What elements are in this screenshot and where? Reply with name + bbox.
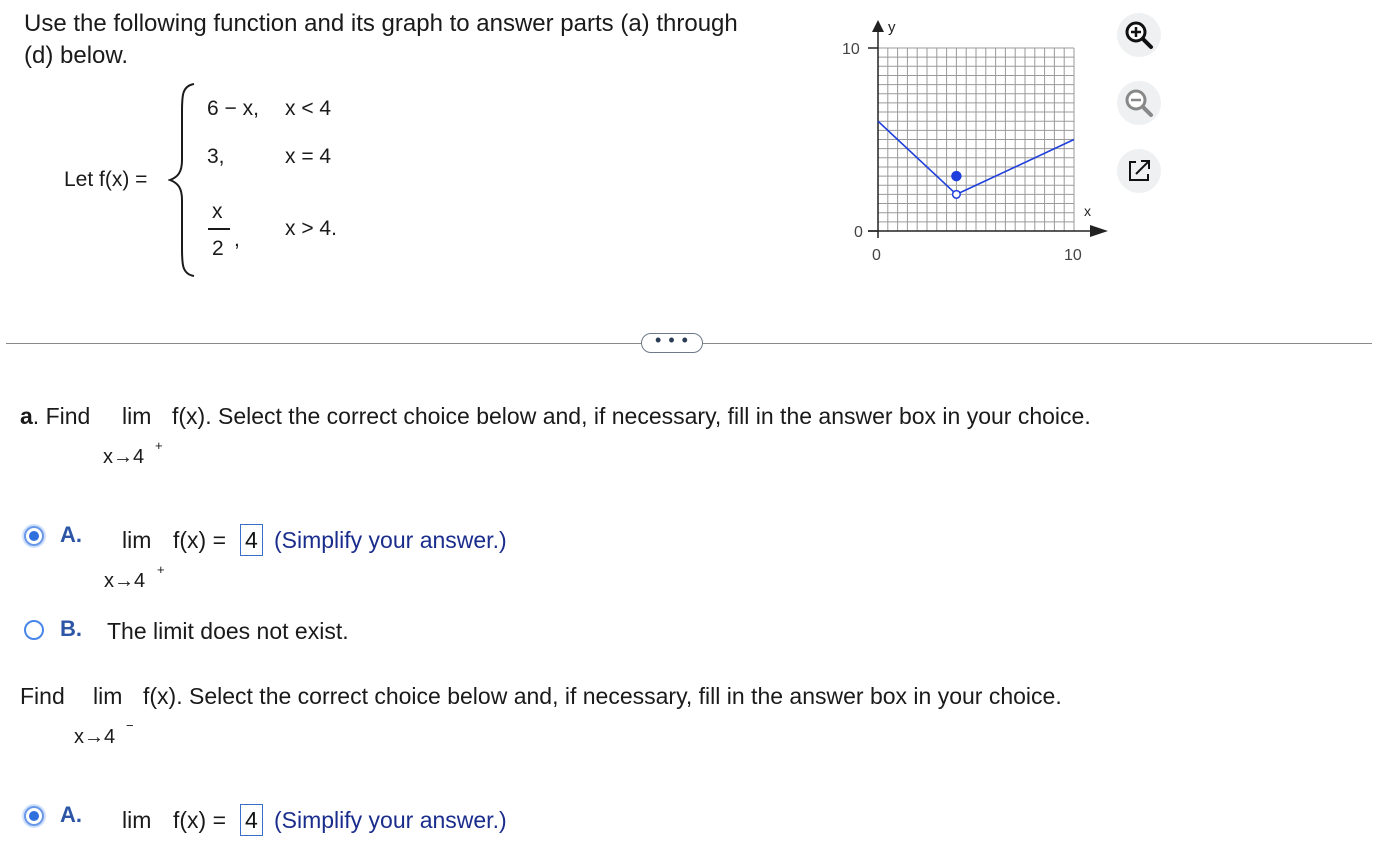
part-a2-option-a-fx: f(x) = [173, 807, 227, 833]
part-a2-option-a-radio[interactable] [24, 806, 44, 826]
y-axis-label: y [888, 19, 896, 36]
part-a2-find: Find [20, 683, 65, 709]
part-a2-option-a-letter: A. [60, 802, 82, 827]
left-brace [168, 82, 198, 278]
y-tick-10: 10 [842, 41, 860, 58]
part-a2-lim: lim [93, 683, 123, 709]
y-tick-0: 0 [854, 224, 863, 241]
function-lhs: Let f(x) = [64, 168, 148, 191]
x-tick-0: 0 [872, 247, 881, 264]
part-a-option-a-superscript: + [157, 562, 165, 577]
graph-grid [878, 48, 1074, 231]
case-2-expr: 3, [207, 145, 225, 168]
part-a-question-text: f(x). Select the correct choice below and, if necessary, fill in the answer box in your choice. [172, 403, 1091, 429]
x-axis-arrow-icon [1090, 225, 1108, 237]
case-3-condition: x > 4. [285, 217, 337, 240]
part-a-lim-superscript: + [155, 438, 163, 453]
graph-axes [868, 20, 1108, 238]
part-a-find: . Find [32, 403, 91, 429]
part-a2-option-a-lim: lim [122, 807, 152, 833]
case-1-expr: 6 − x, [207, 97, 259, 120]
part-a-prompt [20, 402, 90, 430]
fraction-bar [208, 228, 230, 230]
part-a2-answer-box[interactable]: 4 [240, 804, 263, 836]
part-a-option-b-text[interactable]: The limit does not exist. [107, 618, 349, 644]
part-a-option-a-lim: lim [122, 527, 152, 553]
part-a-option-a-subscript: x→4 [104, 570, 146, 592]
zoom-out-button[interactable] [1116, 80, 1162, 126]
part-a-option-a-letter: A. [60, 522, 82, 547]
function-graph[interactable] [830, 10, 1120, 270]
zoom-in-button[interactable] [1116, 12, 1162, 58]
expand-more-button[interactable]: • • • [641, 333, 703, 353]
popout-button[interactable] [1116, 148, 1162, 194]
x-axis-label: x [1084, 203, 1091, 219]
case-3-denominator: 2 [212, 237, 224, 260]
part-a2-option-a-hint: (Simplify your answer.) [274, 807, 507, 833]
part-a2-question-text: f(x). Select the correct choice below and, if necessary, fill in the answer box in your choice. [143, 683, 1062, 709]
part-a-option-b-radio[interactable] [24, 620, 44, 640]
part-a-lim-subscript: x→4 [103, 446, 145, 468]
intro-line-1: Use the following function and its graph to answer parts (a) through [24, 10, 738, 37]
x-tick-10: 10 [1064, 247, 1082, 264]
case-2-condition: x = 4 [285, 145, 332, 168]
part-a-option-a-fx: f(x) = [173, 527, 227, 553]
part-a-answer-box[interactable]: 4 [240, 524, 263, 556]
graph-filled-point [952, 172, 961, 181]
part-a-option-a-hint: (Simplify your answer.) [274, 527, 507, 553]
graph-open-point [953, 191, 961, 199]
part-a-lim: lim [122, 403, 152, 429]
part-a2-lim-superscript: − [126, 718, 134, 733]
part-a-letter: a [20, 403, 33, 429]
intro-line-2: (d) below. [24, 42, 129, 69]
y-axis-arrow-icon [872, 20, 884, 32]
case-1-condition: x < 4 [285, 97, 332, 120]
case-3-numerator: x [212, 200, 223, 223]
part-a2-lim-subscript: x→4 [74, 726, 116, 748]
part-a-option-b-letter: B. [60, 616, 82, 641]
case-3-comma: , [234, 228, 240, 251]
part-a-option-a-radio[interactable] [24, 526, 44, 546]
